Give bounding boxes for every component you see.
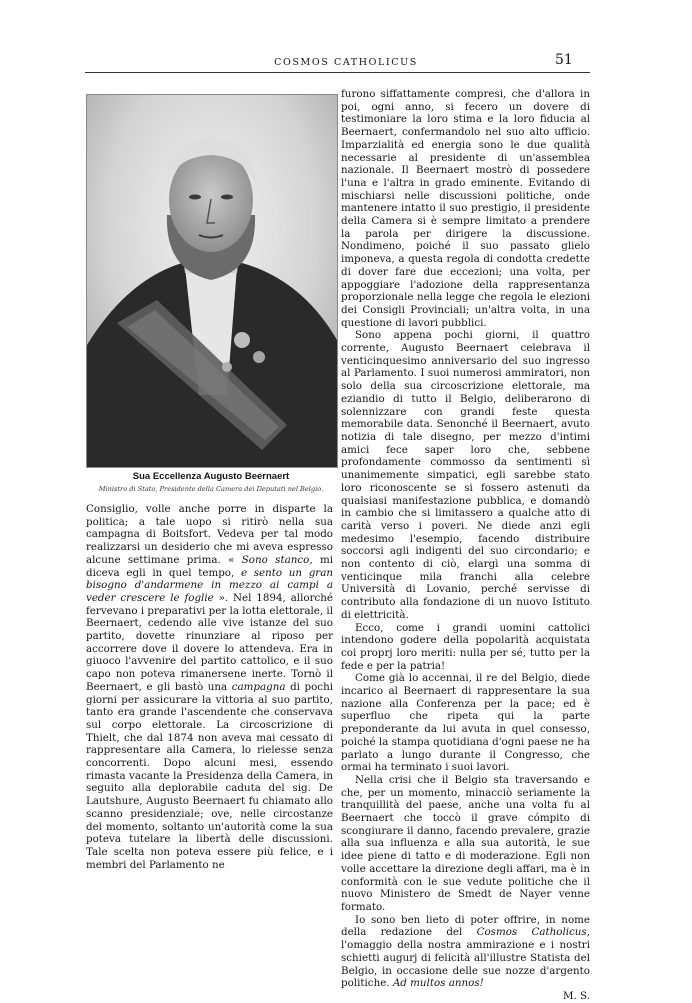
right-paragraph-3: Ecco, come i grandi uomini cattolici intendono godere della popolarità acquistata coi proprj loro meriti: nulla per sé, tutto per la fede e per la patria!	[341, 621, 590, 672]
right-paragraph-1: furono siffattamente compresi, che d'allora in poi, ogni anno, si fecero un dovere di testimoniare la loro stima e la loro fiducia al Beernaert, confermandolo nel suo alto ufficio. Imparzialità ed energia sono le due qualità necessarie al presidente di un'assemblea nazionale. Il Beernaert mostrò di possedere l'una e l'altra in grado eminente. Evitando di mischiarsi nelle discussioni politiche, onde mantenere intatto il suo prestigio, il presidente della Camera si è sempre limitato a prendere la parola per dirigere la discussione. Nondimeno, poiché il suo passato glielo imponeva, a questa regola di condotta credette di dover fare due eccezioni; una volta, per appoggiare l'adozione della rappresentanza proporzionale nella legge che regola le elezioni dei Consigli Provinciali; un'altra volta, in una questione di lavori pubblici.	[341, 88, 590, 329]
portrait-engraving	[87, 95, 337, 467]
author-signature: M. S.	[562, 989, 590, 1002]
right-paragraph-2: Sono appena pochi giorni, il quattro corrente, Augusto Beernaert celebrava il venticinquesimo anniversario del suo ingresso al Parlamento. I suoi numerosi ammiratori, non solo della sua circoscrizione elettorale, ma eziandio di tutto il Belgio, deliberarono di solennizzare con grandi feste questa memorabile data. Senonché il Beernaert, avuto notizia di tale disegno, per mezzo d'intimi amici fece saper loro che, sebbene profondamente commosso da sentimenti sì unanimemente simpatici, egli sarebbe stato loro riconoscente se si fossero astenuti da qualsiasi manifestazione pubblica, e domandò in cambio che si limitassero a qualche atto di carità verso i poveri. Ne diede anzi egli medesimo l'esempio, facendo distribuire soccorsi agli indigenti del suo circondario; e non contento di ciò, elargì una somma di venticinque mila franchi alla celebre Università di Lovanio, perché servisse di contributo alla fondazione di un nuovo Istituto di elettricità.	[341, 329, 590, 621]
portrait-photo	[86, 94, 338, 468]
right-paragraph-6: Io sono ben lieto di poter offrire, in nome della redazione del Cosmos Catholicus, l'omaggio della nostra ammirazione e i nostri schietti augurj di felicità all'illustre Statista del Belgio, in occasione delle sue nozze d'argento politiche. Ad multos annos!	[341, 913, 590, 990]
running-head-title: COSMOS CATHOLICUS	[274, 57, 418, 68]
right-column	[341, 88, 590, 1003]
right-paragraph-5: Nella crisi che il Belgio sta traversando e che, per un momento, minacciò seriamente la tranquillità del paese, anche una volta fu al Beernaert che toccò il grave cómpito di scongiurare il danno, facendo prevalere, grazie alla sua influenza e alla sua autorità, le sue idee piene di tatto e di moderazione. Egli non volle accettare la direzione degli affari, ma è in conformità con le sue vedute politiche che il nuovo Ministero de Smedt de Nayer venne formato.	[341, 773, 590, 913]
figure-caption-title: Sua Eccellenza Augusto Beernaert	[132, 471, 290, 482]
right-paragraph-4: Come già lo accennai, il re del Belgio, diede incarico al Beernaert di rappresentare la sua nazione alla Conferenza per la pace; ed è superfluo che ripeta qui la parte preponderante da lui avuta in quel consesso, poiché la stampa quotidiana d'ogni paese ne ha parlato a lungo durante il Congresso, che ormai ha terminato i suoi lavori.	[341, 672, 590, 774]
figure-caption-subtitle: Ministro di Stato, Presidente della Camera dei Deputati nel Belgio.	[98, 485, 324, 493]
left-column	[86, 503, 333, 871]
header-rule	[85, 72, 590, 73]
left-paragraph: Consiglio, volle anche porre in disparte la politica; a tale uopo si ritirò nella sua campagna di Boitsfort. Vedeva per tal modo realizzarsi un desiderio che mi aveva espresso alcune settimane prima. « Sono stanco, mi diceva egli in quel tempo, e sento un gran bisogno d'andarmene in mezzo ai campi a veder crescere le foglie ». Nel 1894, allorché fervevano i preparativi per la lotta elettorale, il Beernaert, cedendo alle vive istanze del suo partito, dovette rinunziare al riposo per accorrere dove il dovere lo attendeva. Era in giuoco l'avvenire del partito cattolico, e il suo capo non poteva rimanersene inerte. Tornò il Beernaert, e gli bastò una campagna di pochi giorni per assicurare la vittoria al suo partito, tanto era grande l'ascendente che conservava sul corpo elettorale. La circoscrizione di Thielt, che dal 1874 non aveva mai cessato di rappresentare alla Camera, lo rielesse senza concorrenti. Dopo alcuni mesi, essendo rimasta vacante la Presidenza della Camera, in seguito alla deplorabile caduta del sig. De Lautshure, Augusto Beernaert fu chiamato allo scanno presidenziale; ove, nelle circostanze del momento, soltanto un'autorità come la sua poteva tutelare la libertà delle discussioni. Tale scelta non poteva essere più felice, e i membri del Parlamento ne	[86, 503, 333, 871]
page-number: 51	[555, 52, 573, 68]
